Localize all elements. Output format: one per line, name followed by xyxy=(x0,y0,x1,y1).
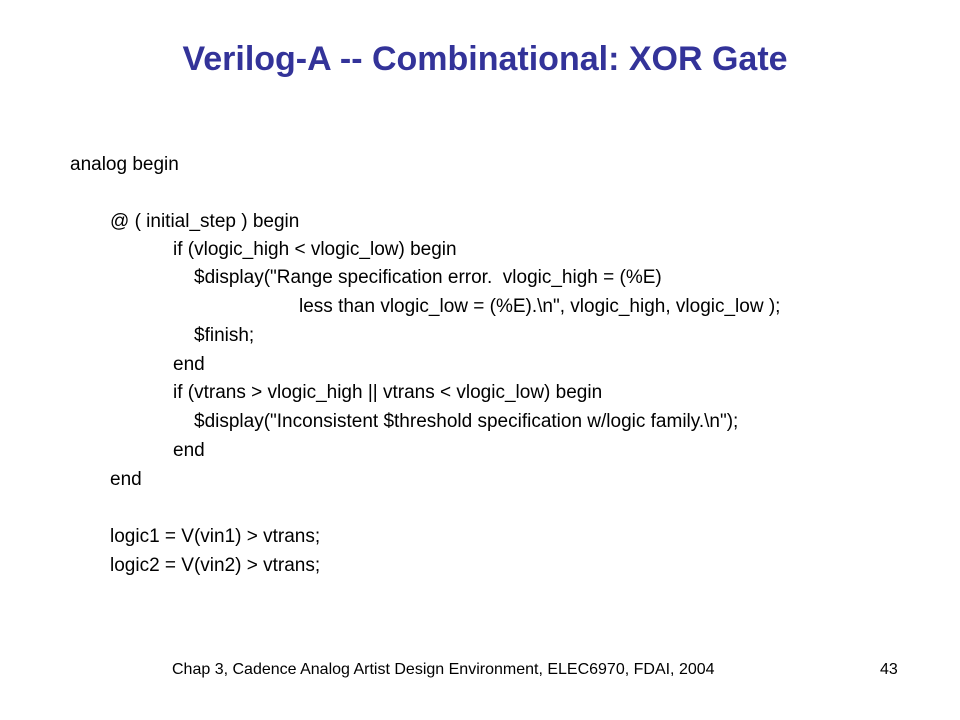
code-line: $finish; xyxy=(194,325,255,346)
footer-text: Chap 3, Cadence Analog Artist Design Environment, ELEC6970, FDAI, 2004 xyxy=(172,661,715,678)
code-line: @ ( initial_step ) begin xyxy=(110,211,300,232)
code-line: $display("Inconsistent $threshold specification w/logic family.\n"); xyxy=(194,411,739,432)
slide-title: Verilog-A -- Combinational: XOR Gate xyxy=(182,40,788,78)
page-number: 43 xyxy=(880,661,898,678)
code-line: end xyxy=(110,469,142,490)
code-line: analog begin xyxy=(70,154,179,175)
code-line: $display("Range specification error. vlogic_high = (%E) xyxy=(194,267,662,288)
code-line: logic2 = V(vin2) > vtrans; xyxy=(110,555,321,576)
code-line: end xyxy=(173,354,205,375)
code-line: logic1 = V(vin1) > vtrans; xyxy=(110,526,321,547)
code-line: if (vlogic_high < vlogic_low) begin xyxy=(173,239,457,260)
code-line: less than vlogic_low = (%E).\n", vlogic_high, vlogic_low ); xyxy=(299,296,781,317)
code-line: if (vtrans > vlogic_high || vtrans < vlogic_low) begin xyxy=(173,382,603,403)
code-line: end xyxy=(173,440,205,461)
